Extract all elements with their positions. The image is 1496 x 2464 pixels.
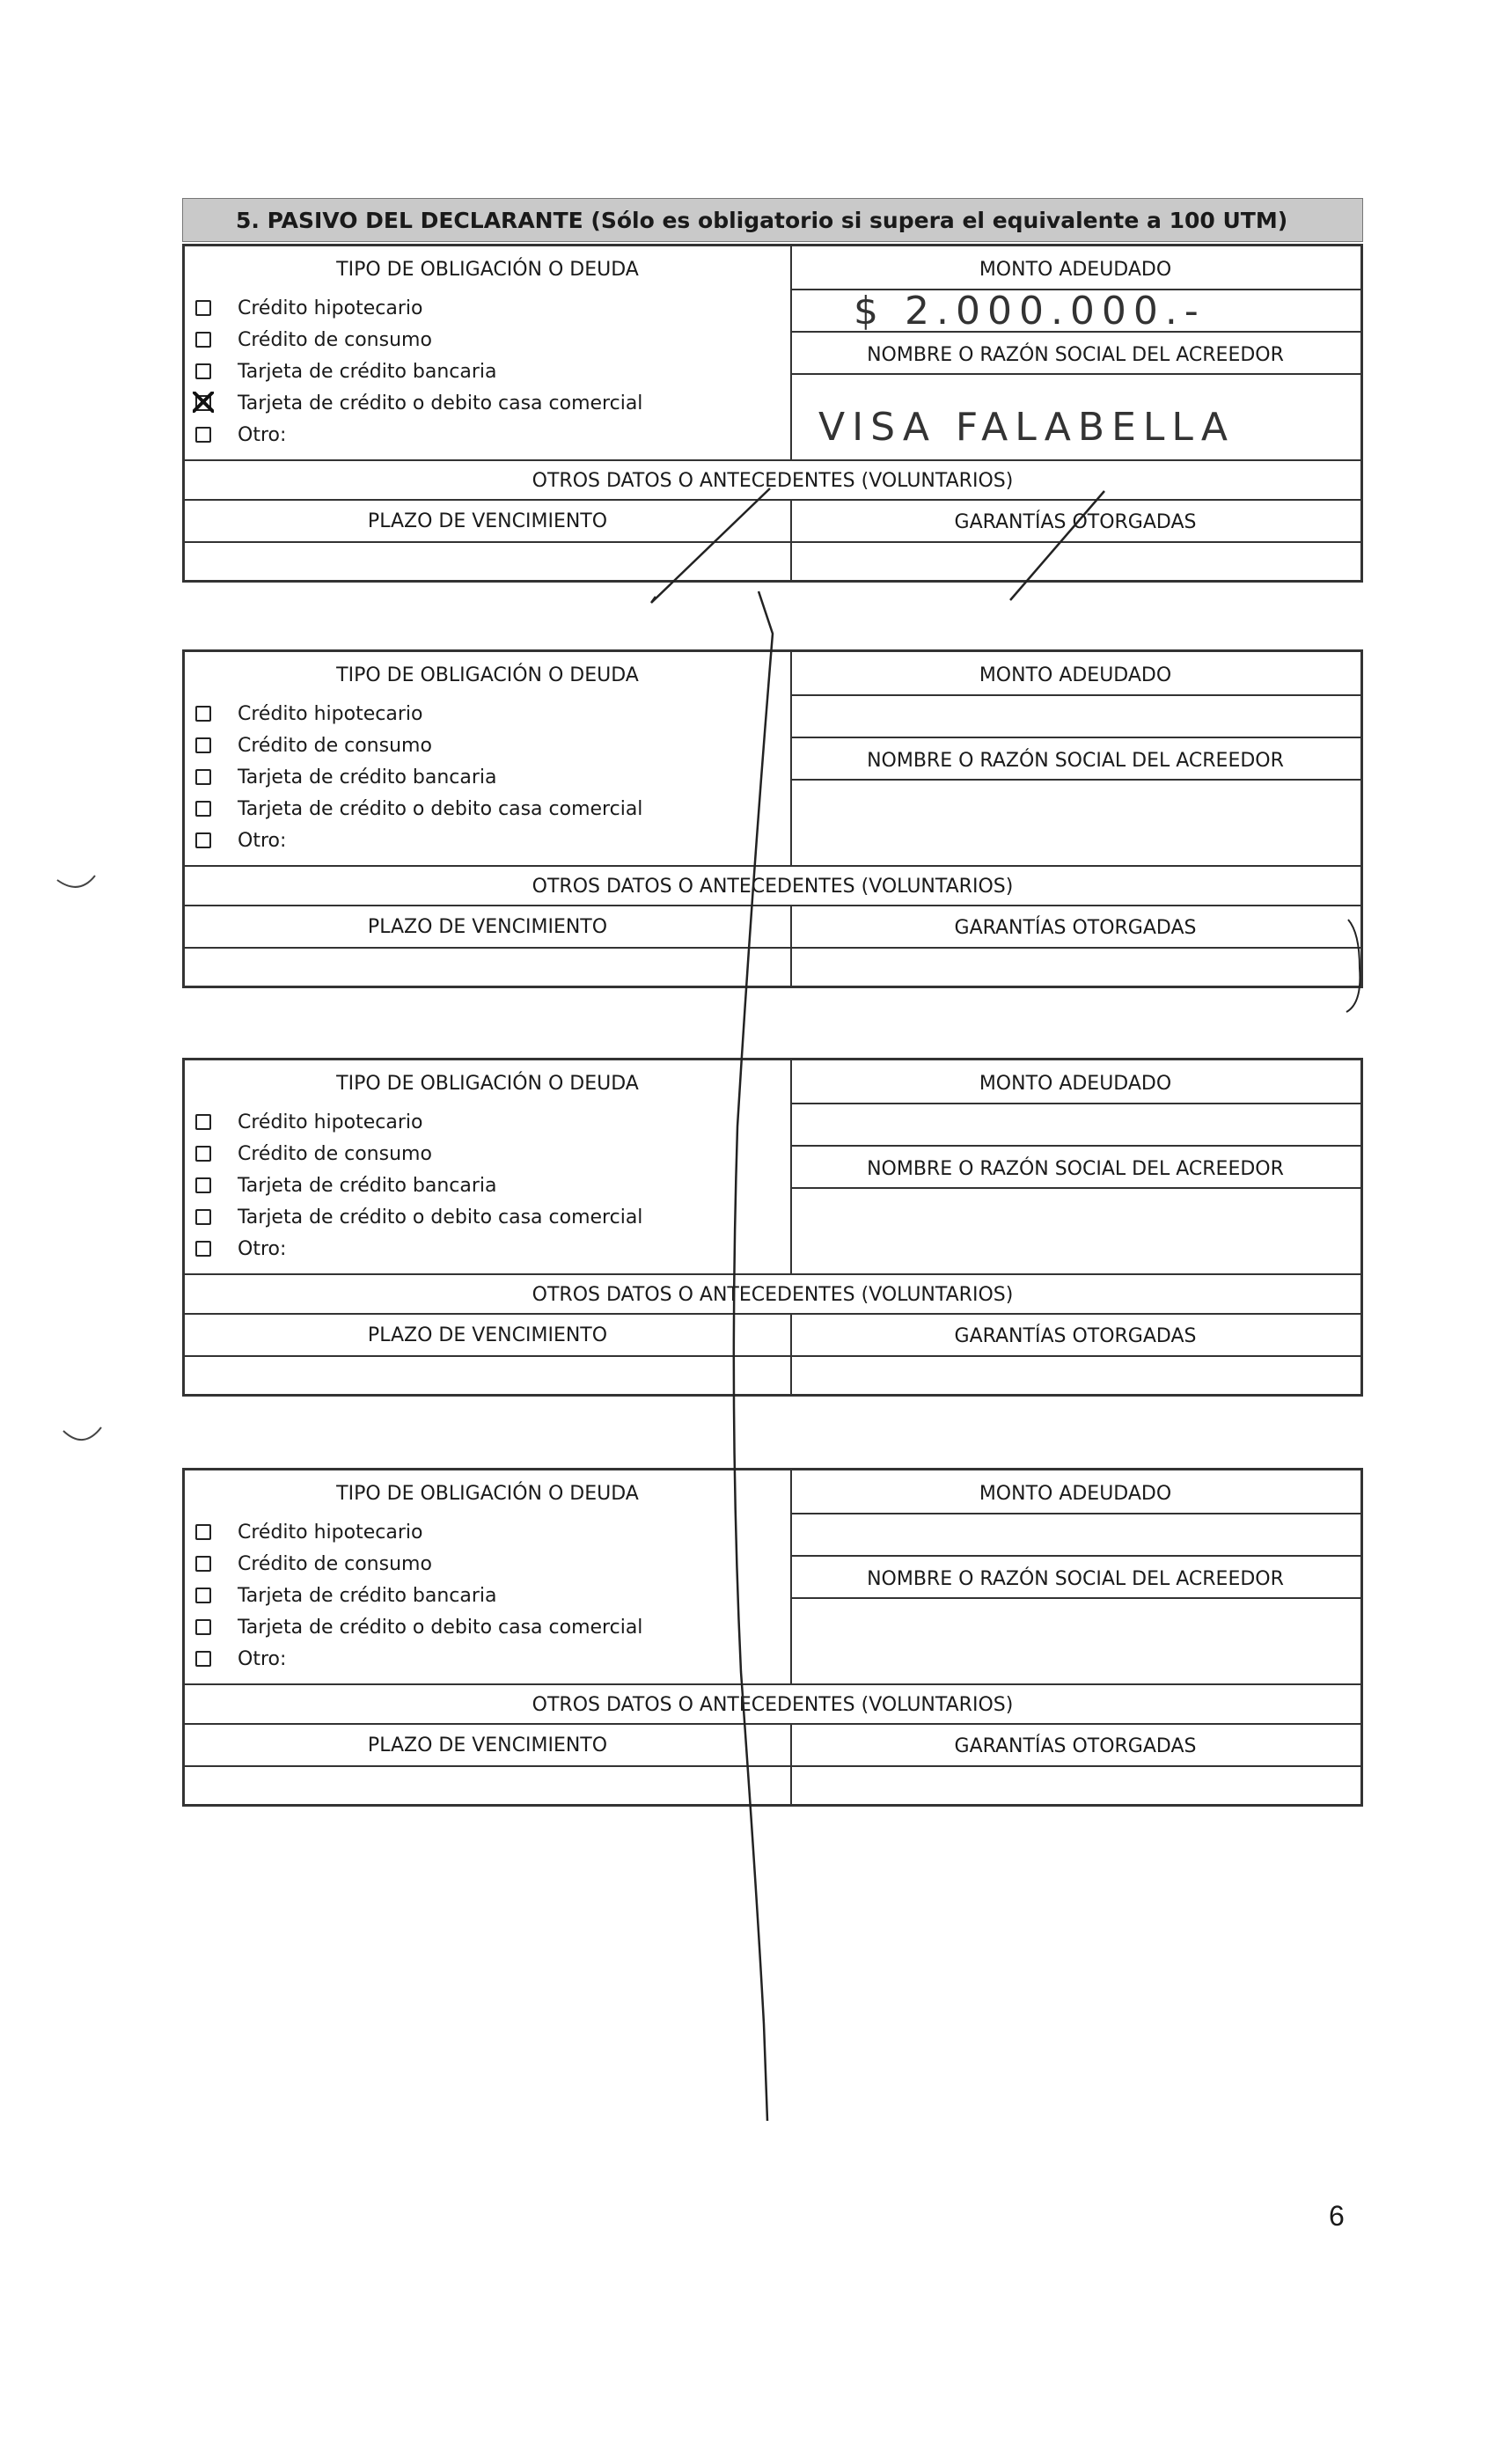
option-otro[interactable]: Otro:: [195, 825, 286, 855]
option-otro[interactable]: Otro:: [195, 1234, 286, 1264]
option-credito-consumo[interactable]: Crédito de consumo: [195, 325, 432, 355]
option-otro[interactable]: Otro:: [195, 1644, 286, 1674]
option-credito-hipotecario[interactable]: Crédito hipotecario: [195, 293, 422, 323]
pen-slash-plazo: [651, 488, 770, 603]
option-credito-hipotecario[interactable]: Crédito hipotecario: [195, 699, 422, 729]
monto-adeudado-header: MONTO ADEUDADO: [979, 259, 1172, 281]
pen-diagonal-line: [734, 591, 773, 2121]
tipo-obligacion-header: TIPO DE OBLIGACIÓN O DEUDA: [336, 259, 639, 281]
monto-adeudado-header: MONTO ADEUDADO: [979, 1073, 1172, 1095]
pen-slash-garantias: [1010, 491, 1104, 600]
garantias-header: GARANTÍAS OTORGADAS: [954, 1735, 1197, 1757]
pen-page-curl: [1346, 920, 1360, 1012]
otros-datos-header: OTROS DATOS O ANTECEDENTES (VOLUNTARIOS): [532, 1694, 1014, 1716]
option-tarjeta-casa-comercial[interactable]: Tarjeta de crédito o debito casa comercial: [195, 388, 642, 418]
option-tarjeta-bancaria[interactable]: Tarjeta de crédito bancaria: [195, 1580, 497, 1610]
plazo-vencimiento-header: PLAZO DE VENCIMIENTO: [367, 1324, 608, 1346]
tipo-obligacion-header: TIPO DE OBLIGACIÓN O DEUDA: [336, 1073, 639, 1095]
tipo-obligacion-header: TIPO DE OBLIGACIÓN O DEUDA: [336, 1483, 639, 1505]
monto-adeudado-header: MONTO ADEUDADO: [979, 1483, 1172, 1505]
otros-datos-header: OTROS DATOS O ANTECEDENTES (VOLUNTARIOS): [532, 876, 1014, 898]
option-credito-consumo[interactable]: Crédito de consumo: [195, 1549, 432, 1579]
monto-adeudado-header: MONTO ADEUDADO: [979, 664, 1172, 686]
otros-datos-header: OTROS DATOS O ANTECEDENTES (VOLUNTARIOS): [532, 470, 1014, 492]
garantias-header: GARANTÍAS OTORGADAS: [954, 511, 1197, 533]
acreedor-value: VISA FALABELLA: [818, 405, 1236, 450]
option-credito-consumo[interactable]: Crédito de consumo: [195, 1139, 432, 1169]
option-tarjeta-casa-comercial[interactable]: Tarjeta de crédito o debito casa comercial: [195, 1202, 642, 1232]
garantias-header: GARANTÍAS OTORGADAS: [954, 1325, 1197, 1347]
option-credito-hipotecario[interactable]: Crédito hipotecario: [195, 1107, 422, 1137]
option-credito-consumo[interactable]: Crédito de consumo: [195, 730, 432, 760]
nombre-acreedor-header: NOMBRE O RAZÓN SOCIAL DEL ACREEDOR: [867, 344, 1284, 366]
plazo-vencimiento-header: PLAZO DE VENCIMIENTO: [367, 1734, 608, 1756]
page-number: 6: [1329, 2200, 1345, 2232]
plazo-vencimiento-header: PLAZO DE VENCIMIENTO: [367, 916, 608, 938]
plazo-vencimiento-header: PLAZO DE VENCIMIENTO: [367, 510, 608, 532]
option-tarjeta-bancaria[interactable]: Tarjeta de crédito bancaria: [195, 356, 497, 386]
option-tarjeta-bancaria[interactable]: Tarjeta de crédito bancaria: [195, 1170, 497, 1200]
garantias-header: GARANTÍAS OTORGADAS: [954, 917, 1197, 939]
nombre-acreedor-header: NOMBRE O RAZÓN SOCIAL DEL ACREEDOR: [867, 750, 1284, 772]
option-tarjeta-bancaria[interactable]: Tarjeta de crédito bancaria: [195, 762, 497, 792]
monto-value: $ 2.000.000.-: [854, 289, 1206, 334]
nombre-acreedor-header: NOMBRE O RAZÓN SOCIAL DEL ACREEDOR: [867, 1158, 1284, 1180]
otros-datos-header: OTROS DATOS O ANTECEDENTES (VOLUNTARIOS): [532, 1284, 1014, 1306]
option-credito-hipotecario[interactable]: Crédito hipotecario: [195, 1517, 422, 1547]
option-tarjeta-casa-comercial[interactable]: Tarjeta de crédito o debito casa comercial: [195, 794, 642, 824]
section-title: 5. PASIVO DEL DECLARANTE (Sólo es obligatorio si supera el equivalente a 100 UTM): [182, 198, 1363, 242]
tipo-obligacion-header: TIPO DE OBLIGACIÓN O DEUDA: [336, 664, 639, 686]
option-tarjeta-casa-comercial[interactable]: Tarjeta de crédito o debito casa comercial: [195, 1612, 642, 1642]
option-otro[interactable]: Otro:: [195, 420, 286, 450]
pen-margin-curve-2: [63, 1427, 101, 1440]
nombre-acreedor-header: NOMBRE O RAZÓN SOCIAL DEL ACREEDOR: [867, 1568, 1284, 1590]
pen-margin-curve-1: [57, 876, 95, 887]
